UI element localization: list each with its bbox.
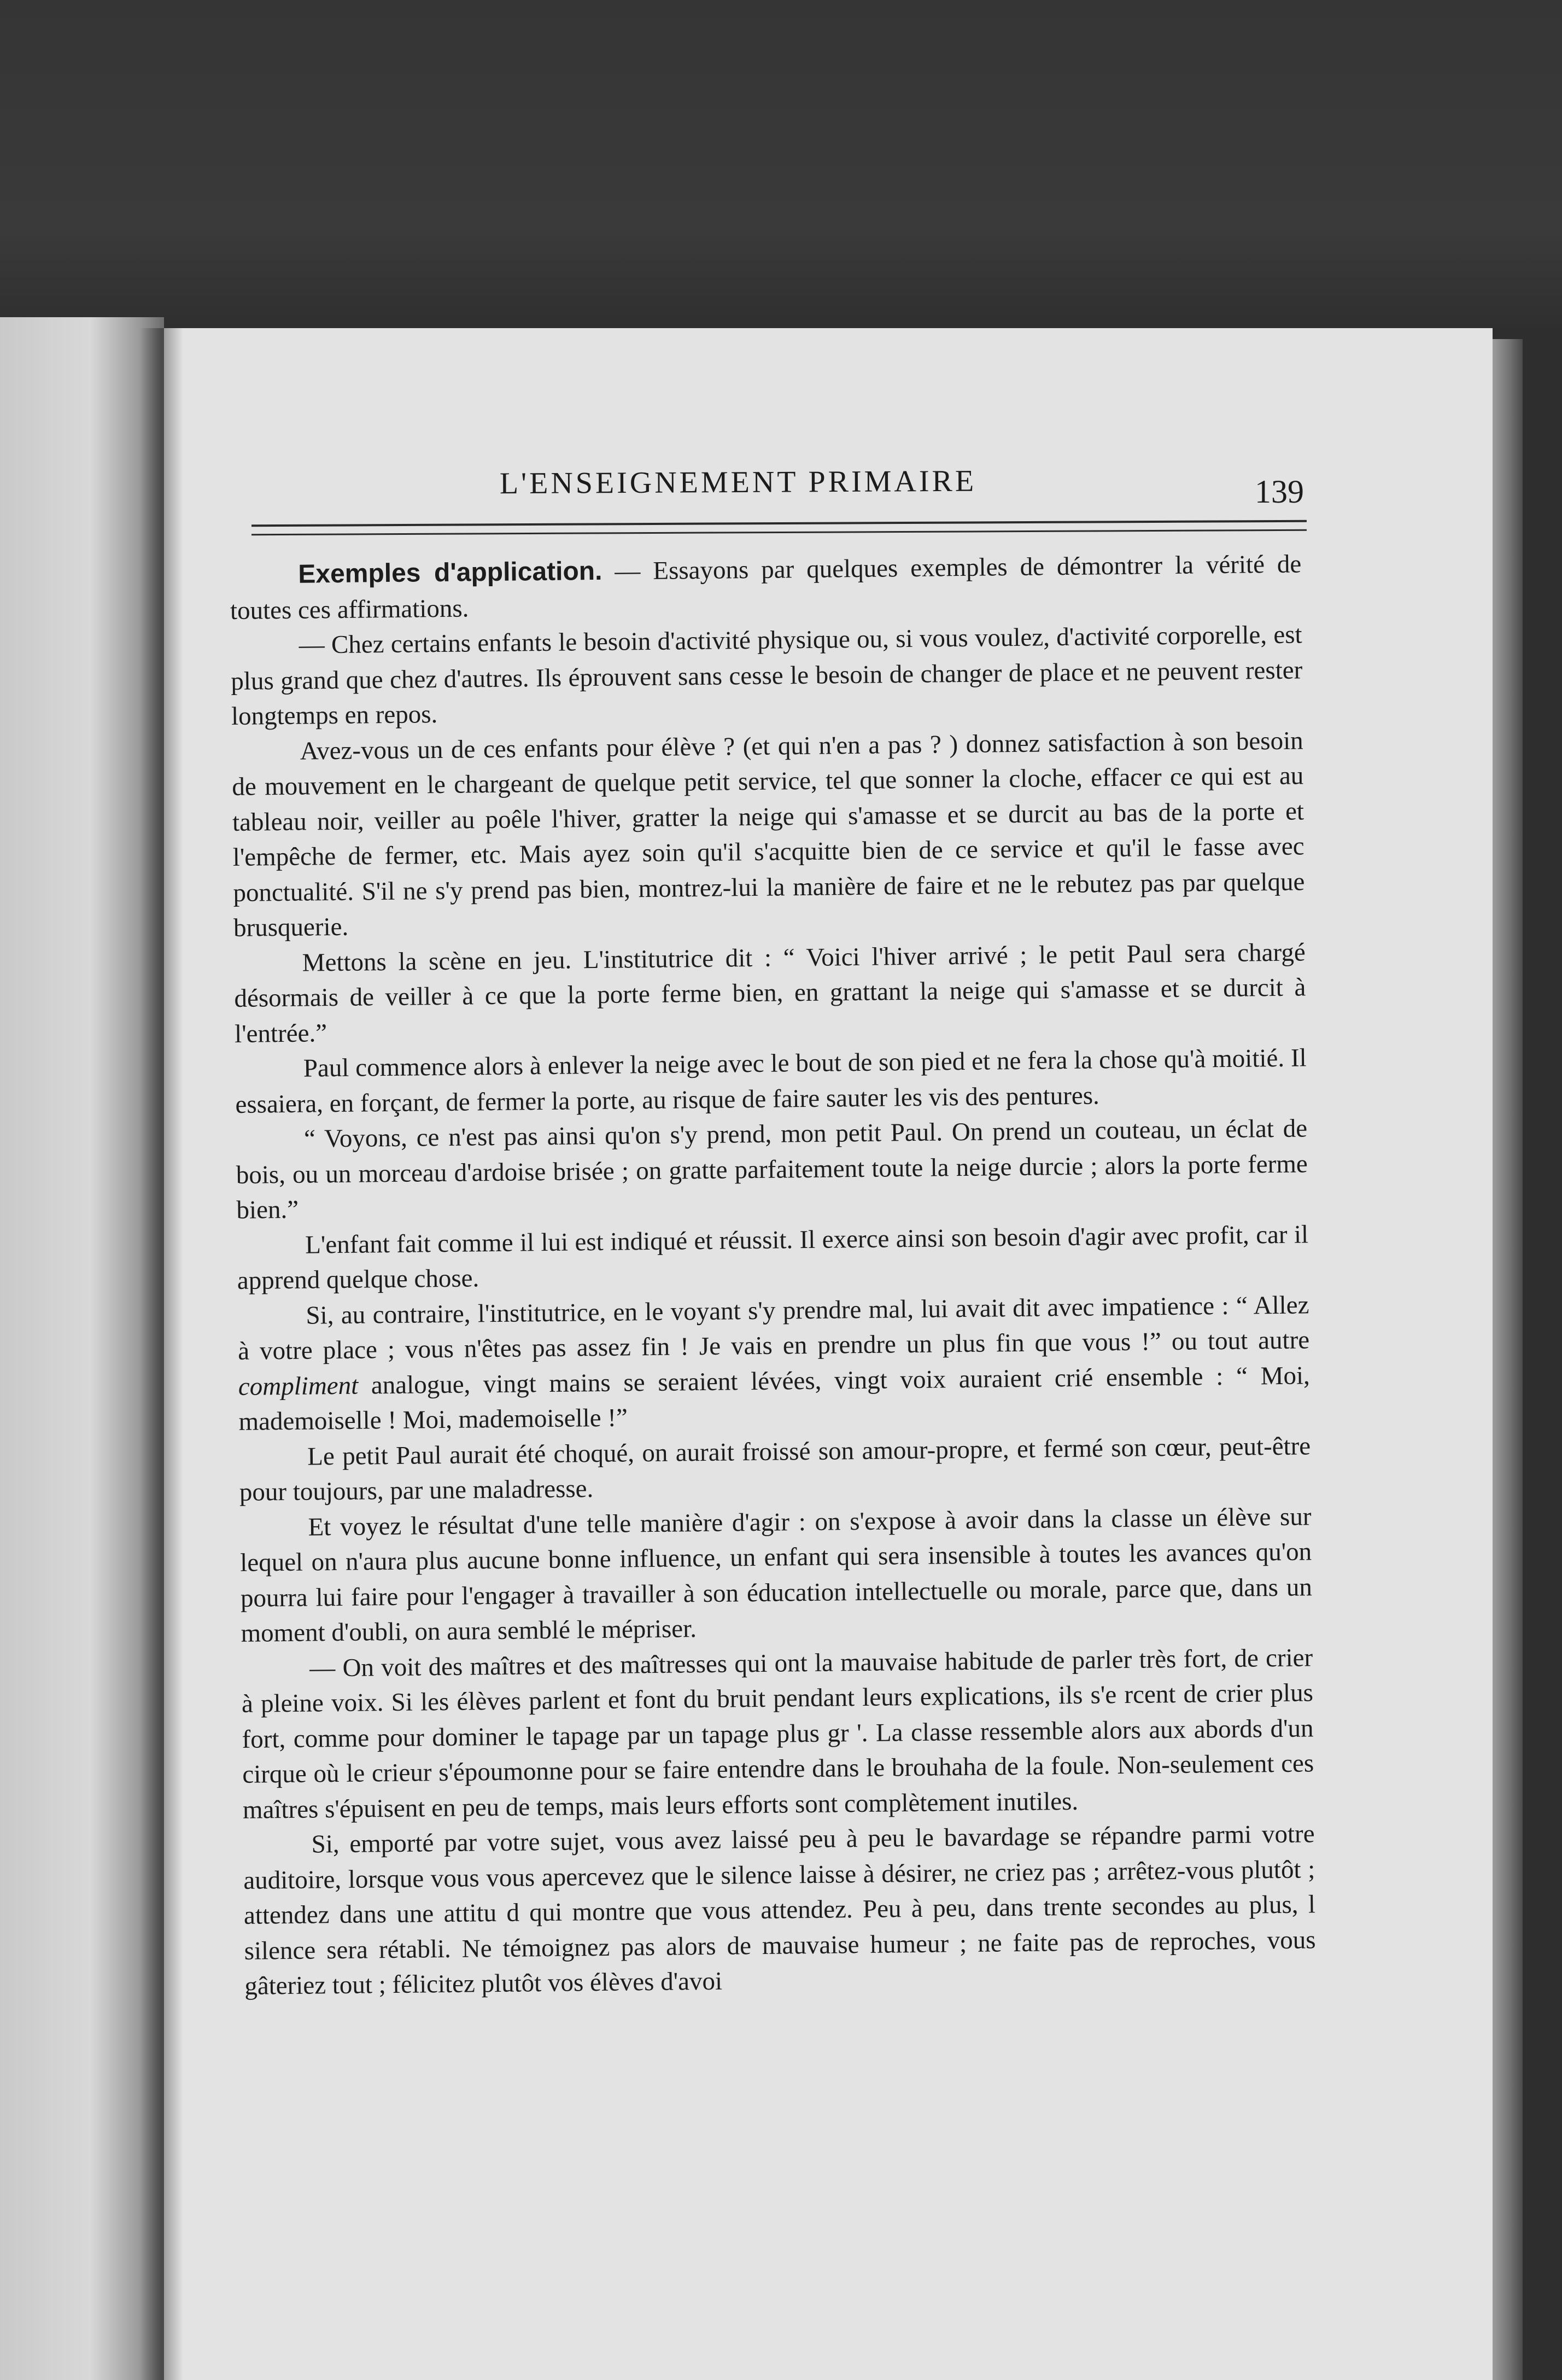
paragraph [230, 546, 1302, 628]
body-text [230, 546, 1317, 2004]
section-lead: Exemples d'application. [298, 556, 602, 589]
paragraph: — On voit des maîtres et des maîtresses qui ont la mauvaise habitude de parler très fort, de crier à pleine voix. Si les élèves parlent et font du bruit pendant leurs explications, ils s'e rcent de crier plus fort, comme pour dominer le tapage par un tapage plus gr '. La classe ressemble alors aux abords d'un cirque où le crieur s'époumonne pour se faire entendre dans le brouhaha de la foule. Non-seulement ces maîtres s'épuisent en peu de temps, mais leurs efforts sont complètement inutiles. [241, 1643, 1314, 1824]
header-rule [251, 520, 1307, 527]
paragraph-text: — Essayons par quelques exemples de démontrer la vérité de toutes ces affirmations. [230, 550, 1302, 625]
paragraph: Et voyez le résultat d'une telle manière d'agir : on s'expose à avoir dans la classe un élève sur lequel on n'aura plus aucune bonne influence, un enfant qui sera insensible à toutes les avances qu'on pourra lui faire pour l'engager à travailler à son éducation intellectuelle ou morale, parce que, dans un moment d'oubli, on aura semblé le mépriser. [239, 1502, 1313, 1648]
paragraph: Le petit Paul aurait été choqué, on aurait froissé son amour-propre, et fermé son cœur, peut-être pour toujours, par une maladresse. [239, 1431, 1311, 1507]
book-page [164, 328, 1493, 2380]
paragraph: Si, emporté par votre sujet, vous avez laissé peu à peu le bavardage se répandre parmi votre auditoire, lorsque vous vous apercevez que le silence laisse à désirer, ne criez pas ; arrêtez-vous plutôt ; attendez dans une attitu d qui montre que vous attendez. Peu à peu, dans trente secondes au plus, l silence sera rétabli. Ne témoignez pas alors de mauvaise humeur ; ne faite pas de reproches, vous gâteriez tout ; félicitez plutôt vos élèves d'avoi [243, 1819, 1316, 2000]
page-number: 139 [1255, 474, 1304, 510]
paragraph: — Chez certains enfants le besoin d'activité physique ou, si vous voulez, d'activité corporelle, est plus grand que chez d'autres. Ils éprouvent sans cesse le besoin de changer de place et ne peuvent rester longtemps en repos. [231, 620, 1303, 731]
dark-backdrop [0, 0, 1562, 328]
page-stack-edge [1493, 339, 1523, 2380]
paragraph: Avez-vous un de ces enfants pour élève ? (et qui n'en a pas ? ) donnez satisfaction à son besoin de mouvement en le chargeant de quelque petit service, tel que sonner la cloche, effacer ce qui est au tableau noir, veiller au poêle l'hiver, gratter la neige qui s'amasse et se durcit au bas de la porte et l'empêche de fermer, etc. Mais ayez soin qu'il s'acquitte bien de ce service et qu'il le fasse avec ponctualité. S'il ne s'y prend pas bien, montrez-lui la manière de faire et ne le rebutez pas par quelque brusquerie. [232, 726, 1305, 942]
gutter-shadow [139, 328, 183, 2380]
header-rule-secondary [251, 529, 1307, 535]
paragraph: “ Voyons, ce n'est pas ainsi qu'on s'y prend, mon petit Paul. On prend un couteau, un éclat de bois, ou un morceau d'ardoise brisée ; on gratte parfaitement toute la neige durcie ; alors la porte ferme bien.” [236, 1114, 1308, 1224]
paragraph-text: analogue, vingt mains se seraient lévées, vingt voix auraient crié ensemble : “ Moi, mademoiselle ! Moi, mademoiselle !” [238, 1361, 1311, 1436]
paragraph: L'enfant fait comme il lui est indiqué et réussit. Il exerce ainsi son besoin d'agir avec profit, car il apprend quelque chose. [237, 1220, 1309, 1295]
paragraph [237, 1287, 1311, 1440]
emphasis: compliment [238, 1371, 359, 1401]
paragraph: Paul commence alors à enlever la neige avec le bout de son pied et ne fera la chose qu'à moitié. Il essaiera, en forçant, de fermer la porte, au risque de faire sauter les vis des pentures. [235, 1043, 1307, 1119]
running-title: L'ENSEIGNEMENT PRIMAIRE [499, 464, 977, 501]
paragraph-text: Si, au contraire, l'institutrice, en le voyant s'y prendre mal, lui avait dit avec impatience : “ Allez à votre place ; vous n'êtes pas assez fin ! Je vais en prendre un plus fin que vous !” ou tout autre [237, 1290, 1310, 1366]
paragraph: Mettons la scène en jeu. L'institutrice dit : “ Voici l'hiver arrivé ; le petit Paul sera chargé désormais de veiller à ce que la porte ferme bien, en grattant la neige qui s'amasse et se durcit à l'entrée.” [234, 937, 1306, 1048]
